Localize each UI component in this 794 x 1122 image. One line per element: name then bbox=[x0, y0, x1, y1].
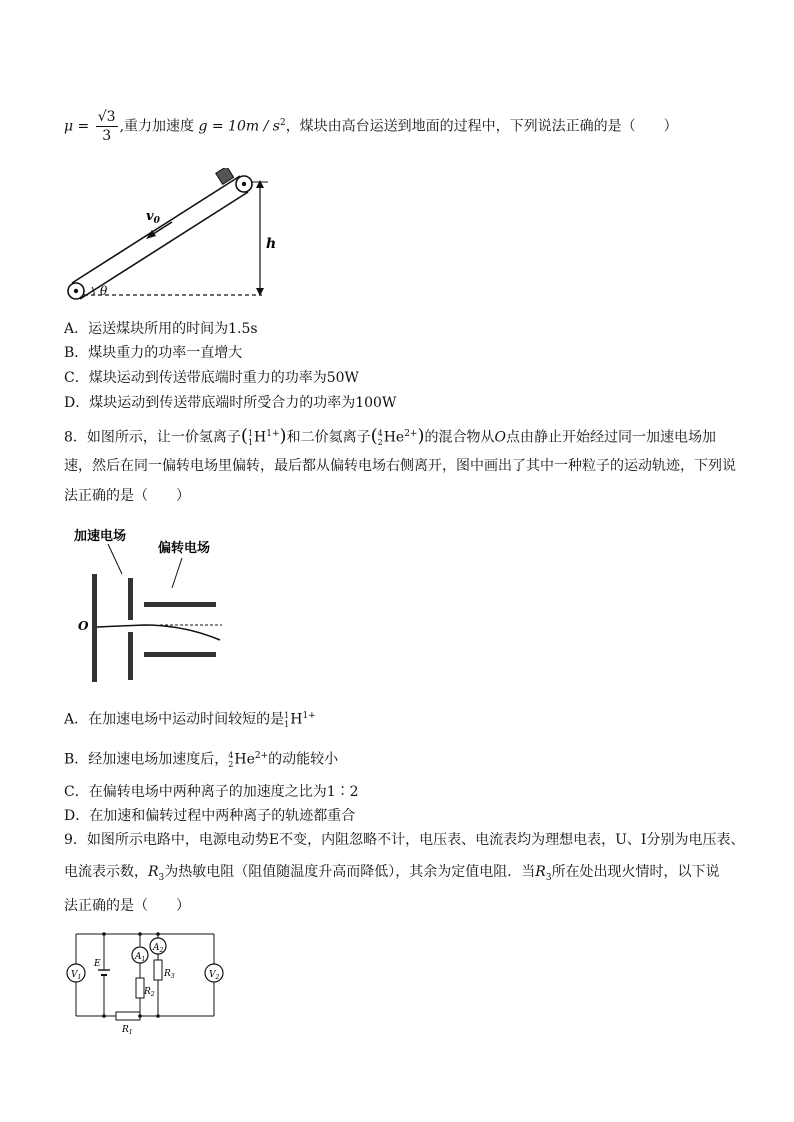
belt-upper-edge bbox=[72, 176, 240, 283]
circuit-diagram bbox=[64, 926, 224, 1038]
q8-option-c[interactable]: C．在偏转电场中两种离子的加速度之比为1∶2 bbox=[64, 784, 359, 800]
a2-label: $A_2$ bbox=[153, 943, 164, 954]
hydrogen-ion: 1 1 $H^{1+}$ bbox=[247, 428, 280, 447]
mu-numerator: √3 bbox=[97, 109, 116, 125]
q8-option-d[interactable]: D．在加速和偏转过程中两种离子的轨迹都重合 bbox=[64, 808, 356, 824]
belt-lower-edge bbox=[80, 192, 248, 299]
q9-stem-line-1: 9．如图所示电路中，电源电动势E不变，内阻忽略不计，电压表、电流表均为理想电表，U、I分别为电压表、 bbox=[64, 832, 745, 848]
q7-option-d[interactable]: D．煤块运动到传送带底端时所受合力的功率为100W bbox=[64, 395, 397, 411]
helium-ion: 4 2 $He^{2+}$ bbox=[377, 428, 418, 447]
q7-option-a[interactable]: A．运送煤块所用的时间为1.5s bbox=[64, 321, 258, 337]
mu-fraction bbox=[96, 108, 118, 145]
accel-field-label: 加速电场 bbox=[74, 529, 127, 544]
resistor-r1 bbox=[116, 1012, 140, 1020]
q8-stem-line-1: 8．如图所示，让一价氢离子( 1 1 $H^{1+}$)和二价氦离子( 4 2 $He^{2+}$)的混合物从O点由静止开始经过同一加速电场加 bbox=[64, 425, 716, 447]
q7-stem-text-a: ,重力加速度 bbox=[119, 118, 195, 135]
q7-stem-text-b: ，煤块由高台运送到地面的过程中，下列说法正确的是（ ） bbox=[285, 118, 678, 135]
q7-option-c[interactable]: C．煤块运动到传送带底端时重力的功率为50W bbox=[64, 370, 359, 386]
gravity-expression: g = 10m / s bbox=[198, 118, 280, 135]
accel-plate-right-lower bbox=[128, 632, 133, 680]
deflect-field-label: 偏转电场 bbox=[158, 541, 211, 556]
q8-option-a[interactable]: A．在加速电场中运动时间较短的是 1 1 $H^{1+}$ bbox=[64, 710, 316, 729]
particle-trajectory bbox=[97, 625, 220, 640]
v1-label: $V_1$ bbox=[71, 970, 82, 981]
q8-stem-line-3: 法正确的是（ ） bbox=[64, 488, 190, 504]
gravity-exponent: 2 bbox=[279, 117, 286, 128]
height-label: h bbox=[266, 236, 277, 252]
q7-option-b[interactable]: B．煤块重力的功率一直增大 bbox=[64, 345, 243, 361]
q9-stem-line-3: 法正确的是（ ） bbox=[64, 898, 190, 914]
mu-denominator: 3 bbox=[102, 128, 112, 144]
accel-plate-right-upper bbox=[128, 578, 133, 620]
thermistor-r3 bbox=[154, 960, 162, 980]
point-o-label: O bbox=[78, 619, 89, 633]
a1-label: $A_1$ bbox=[135, 952, 146, 963]
emf-label: E bbox=[94, 959, 101, 969]
accel-plate-left bbox=[92, 574, 97, 682]
conveyor-belt-figure bbox=[64, 168, 284, 304]
velocity-label: $v_0$ bbox=[146, 209, 160, 226]
q8-option-b[interactable]: B．经加速电场加速度后， 4 2 $He^{2+}$的动能较小 bbox=[64, 750, 339, 769]
r2-label: $R_2$ bbox=[144, 987, 155, 998]
q7-stem bbox=[64, 108, 678, 145]
resistor-r2 bbox=[136, 978, 144, 998]
mu-symbol: μ = bbox=[64, 118, 90, 135]
deflect-plate-bottom bbox=[144, 652, 216, 657]
electric-field-figure bbox=[64, 522, 234, 692]
deflect-plate-top bbox=[144, 602, 216, 607]
r3-label: $R_3$ bbox=[164, 969, 175, 980]
q8-stem-line-2: 速，然后在同一偏转电场里偏转，最后都从偏转电场右侧离开，图中画出了其中一种粒子的运动轨迹，下列说 bbox=[64, 458, 736, 474]
r1-label: $R_1$ bbox=[122, 1025, 133, 1036]
q9-stem-line-2: 电流表示数，$R_3$为热敏电阻（阻值随温度升高而降低），其余为定值电阻．当$R_3$所在处出现火情时，以下说 bbox=[64, 864, 720, 883]
theta-label: θ bbox=[100, 284, 108, 298]
v2-label: $V_2$ bbox=[209, 970, 220, 981]
